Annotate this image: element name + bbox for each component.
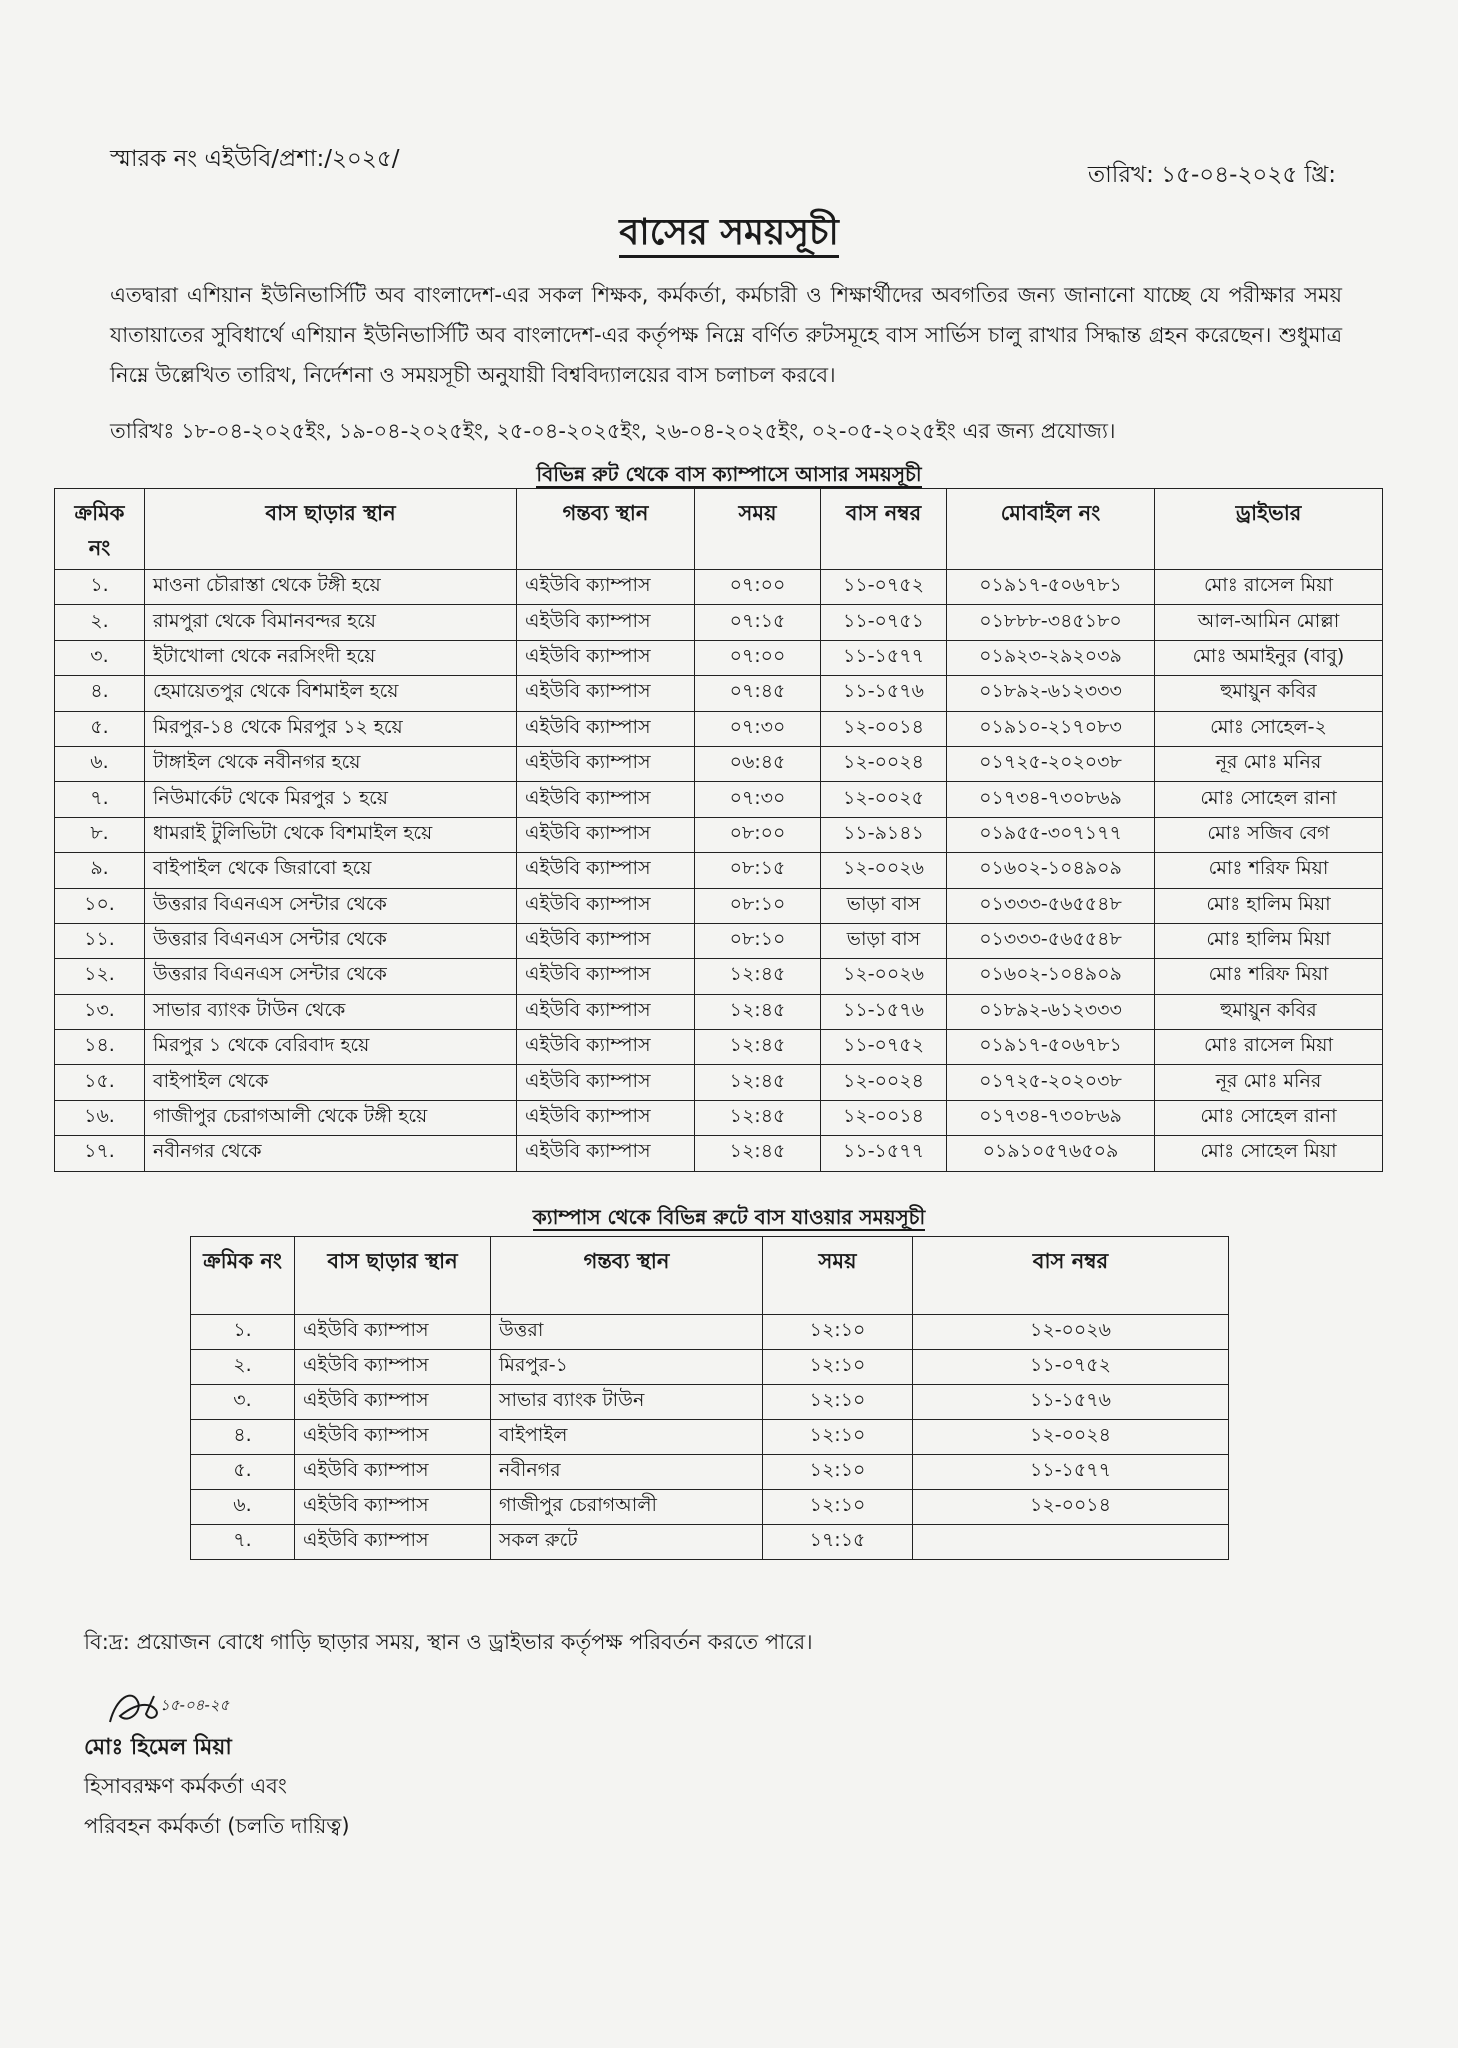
cell-time: ১২:৪৫ <box>695 1065 821 1100</box>
cell-driver: মোঃ সোহেল-২ <box>1155 711 1383 746</box>
from-campus-caption-text: ক্যাম্পাস থেকে বিভিন্ন রুটে বাস যাওয়ার সময়সূচী <box>532 1205 926 1229</box>
cell-serial: ৮. <box>55 817 145 852</box>
table-row <box>191 1455 1229 1490</box>
cell-destination: এইউবি ক্যাম্পাস <box>517 746 695 781</box>
cell-mobile: ০১৯২৩-২৯২০৩৯ <box>947 640 1155 675</box>
cell-bus-number: ১১-০৭৫২ <box>913 1350 1229 1385</box>
header-mobile: মোবাইল নং <box>947 489 1155 570</box>
cell-departure: নবীনগর থেকে <box>145 1136 517 1171</box>
cell-bus-number <box>913 1525 1229 1560</box>
cell-serial: ১৩. <box>55 994 145 1029</box>
cell-mobile: ০১৭৩৪-৭৩০৮৬৯ <box>947 782 1155 817</box>
cell-time: ১৭:১৫ <box>763 1525 913 1560</box>
table-row <box>55 888 1383 923</box>
cell-bus-number: ১২-০০১৪ <box>913 1490 1229 1525</box>
signatory-title-2: পরিবহন কর্মকর্তা (চলতি দায়িত্ব) <box>84 1814 350 1838</box>
cell-serial: ১৭. <box>55 1136 145 1171</box>
cell-serial: ১. <box>191 1315 295 1350</box>
cell-driver: হুমায়ুন কবির <box>1155 994 1383 1029</box>
table-row <box>55 1100 1383 1135</box>
cell-departure: উত্তরার বিএনএস সেন্টার থেকে <box>145 923 517 958</box>
table-header-row <box>191 1237 1229 1315</box>
cell-bus-number: ১২-০০২৫ <box>821 782 947 817</box>
from-campus-rows <box>191 1315 1229 1560</box>
cell-destination: এইউবি ক্যাম্পাস <box>517 923 695 958</box>
cell-bus-number: ১১-৯১৪১ <box>821 817 947 852</box>
cell-time: ০৭:৩০ <box>695 782 821 817</box>
cell-departure: মিরপুর ১ থেকে বেরিবাদ হয়ে <box>145 1030 517 1065</box>
cell-bus-number: ১২-০০২৬ <box>821 959 947 994</box>
cell-destination: বাইপাইল <box>491 1420 763 1455</box>
cell-departure: এইউবি ক্যাম্পাস <box>295 1350 491 1385</box>
cell-bus-number: ১২-০০১৪ <box>821 1100 947 1135</box>
cell-time: ০৭:৩০ <box>695 711 821 746</box>
cell-serial: ৭. <box>191 1525 295 1560</box>
cell-mobile: ০১৯১৭-৫০৬৭৮১ <box>947 1030 1155 1065</box>
cell-destination: এইউবি ক্যাম্পাস <box>517 853 695 888</box>
cell-bus-number: ১১-০৭৫২ <box>821 1030 947 1065</box>
cell-destination: উত্তরা <box>491 1315 763 1350</box>
cell-destination: মিরপুর-১ <box>491 1350 763 1385</box>
header-time: সময় <box>763 1237 913 1315</box>
cell-driver: মোঃ হালিম মিয়া <box>1155 888 1383 923</box>
table-row <box>55 711 1383 746</box>
cell-time: ০৮:১৫ <box>695 853 821 888</box>
cell-serial: ৭. <box>55 782 145 817</box>
cell-serial: ১১. <box>55 923 145 958</box>
cell-driver: মোঃ শরিফ মিয়া <box>1155 959 1383 994</box>
signature-date: ১৫-০৪-২৫ <box>160 1696 230 1714</box>
table-row <box>55 923 1383 958</box>
cell-driver: মোঃ সোহেল মিয়া <box>1155 1136 1383 1171</box>
cell-serial: ১. <box>55 570 145 605</box>
cell-time: ১২:১০ <box>763 1455 913 1490</box>
cell-bus-number: ১১-১৫৭৭ <box>821 640 947 675</box>
cell-departure: উত্তরার বিএনএস সেন্টার থেকে <box>145 959 517 994</box>
cell-driver: নূর মোঃ মনির <box>1155 746 1383 781</box>
cell-bus-number: ১১-১৫৭৬ <box>821 994 947 1029</box>
cell-destination: এইউবি ক্যাম্পাস <box>517 782 695 817</box>
cell-destination: এইউবি ক্যাম্পাস <box>517 605 695 640</box>
cell-destination: এইউবি ক্যাম্পাস <box>517 640 695 675</box>
cell-bus-number: ১১-১৫৭৭ <box>821 1136 947 1171</box>
cell-mobile: ০১৭২৫-২০২০৩৮ <box>947 746 1155 781</box>
cell-departure: ধামরাই টুলিভিটা থেকে বিশমাইল হয়ে <box>145 817 517 852</box>
table-row <box>55 782 1383 817</box>
applicable-dates: তারিখঃ ১৮-০৪-২০২৫ইং, ১৯-০৪-২০২৫ইং, ২৫-০৪-২০২৫ইং, ২৬-০৪-২০২৫ইং, ০২-০৫-২০২৫ইং এর জন্য প্রযোজ্য। <box>110 419 1116 443</box>
cell-time: ১২:৪৫ <box>695 994 821 1029</box>
cell-time: ০৭:৪৫ <box>695 676 821 711</box>
cell-departure: টাঙ্গাইল থেকে নবীনগর হয়ে <box>145 746 517 781</box>
cell-destination: এইউবি ক্যাম্পাস <box>517 817 695 852</box>
table-row <box>55 640 1383 675</box>
cell-mobile: ০১৮৮৮-৩৪৫১৮০ <box>947 605 1155 640</box>
cell-destination: এইউবি ক্যাম্পাস <box>517 711 695 746</box>
table-row <box>55 994 1383 1029</box>
cell-time: ১২:৪৫ <box>695 959 821 994</box>
cell-driver: মোঃ হালিম মিয়া <box>1155 923 1383 958</box>
cell-time: ০৮:১০ <box>695 923 821 958</box>
header-serial: ক্রমিক নং <box>55 489 145 570</box>
cell-mobile: ০১৯১০৫৭৬৫০৯ <box>947 1136 1155 1171</box>
from-campus-table <box>190 1236 1229 1560</box>
cell-driver: মোঃ শরিফ মিয়া <box>1155 853 1383 888</box>
header-departure: বাস ছাড়ার স্থান <box>295 1237 491 1315</box>
table-row <box>55 853 1383 888</box>
cell-departure: এইউবি ক্যাম্পাস <box>295 1385 491 1420</box>
cell-bus-number: ১১-১৫৭৬ <box>913 1385 1229 1420</box>
table-row <box>55 570 1383 605</box>
cell-destination: গাজীপুর চেরাগআলী <box>491 1490 763 1525</box>
cell-departure: এইউবি ক্যাম্পাস <box>295 1420 491 1455</box>
cell-time: ০৭:১৫ <box>695 605 821 640</box>
cell-departure: উত্তরার বিএনএস সেন্টার থেকে <box>145 888 517 923</box>
cell-driver: হুমায়ুন কবির <box>1155 676 1383 711</box>
cell-serial: ১২. <box>55 959 145 994</box>
cell-destination: এইউবি ক্যাম্পাস <box>517 1065 695 1100</box>
cell-departure: এইউবি ক্যাম্পাস <box>295 1525 491 1560</box>
cell-driver: মোঃ রাসেল মিয়া <box>1155 570 1383 605</box>
cell-destination: এইউবি ক্যাম্পাস <box>517 1100 695 1135</box>
cell-destination: সকল রুটে <box>491 1525 763 1560</box>
cell-bus-number: ১১-১৫৭৬ <box>821 676 947 711</box>
cell-mobile: ০১৩৩৩-৫৬৫৫৪৮ <box>947 923 1155 958</box>
header-bus-number: বাস নম্বর <box>821 489 947 570</box>
table-row <box>191 1315 1229 1350</box>
cell-destination: এইউবি ক্যাম্পাস <box>517 959 695 994</box>
cell-mobile: ০১৯১০-২১৭০৮৩ <box>947 711 1155 746</box>
header-time: সময় <box>695 489 821 570</box>
cell-time: ০৮:১০ <box>695 888 821 923</box>
table-header-row <box>55 489 1383 570</box>
cell-bus-number: ১১-০৭৫২ <box>821 570 947 605</box>
cell-serial: ৬. <box>55 746 145 781</box>
cell-time: ০৭:০০ <box>695 570 821 605</box>
cell-serial: ৫. <box>55 711 145 746</box>
handwritten-signature <box>98 1676 278 1736</box>
cell-driver: নূর মোঃ মনির <box>1155 1065 1383 1100</box>
memo-number: স্মারক নং এইউবি/প্রশা:/২০২৫/ <box>110 146 400 172</box>
cell-departure: এইউবি ক্যাম্পাস <box>295 1315 491 1350</box>
table-row <box>55 605 1383 640</box>
from-campus-caption <box>0 1203 1458 1236</box>
cell-serial: ৫. <box>191 1455 295 1490</box>
cell-serial: ১০. <box>55 888 145 923</box>
signatory-title-1: হিসাবরক্ষণ কর্মকর্তা এবং <box>84 1774 287 1798</box>
cell-serial: ৪. <box>55 676 145 711</box>
cell-departure: গাজীপুর চেরাগআলী থেকে টঙ্গী হয়ে <box>145 1100 517 1135</box>
title-text: বাসের সময়সূচী <box>619 212 839 258</box>
cell-driver: মোঃ অমাইনুর (বাবু) <box>1155 640 1383 675</box>
cell-driver: মোঃ সোহেল রানা <box>1155 1100 1383 1135</box>
cell-departure: রামপুরা থেকে বিমানবন্দর হয়ে <box>145 605 517 640</box>
cell-time: ১২:৪৫ <box>695 1100 821 1135</box>
cell-mobile: ০১৩৩৩-৫৬৫৫৪৮ <box>947 888 1155 923</box>
cell-bus-number: ভাড়া বাস <box>821 923 947 958</box>
cell-departure: মাওনা চৌরাস্তা থেকে টঙ্গী হয়ে <box>145 570 517 605</box>
cell-driver: মোঃ সোহেল রানা <box>1155 782 1383 817</box>
cell-serial: ৩. <box>191 1385 295 1420</box>
cell-serial: ৯. <box>55 853 145 888</box>
cell-destination: নবীনগর <box>491 1455 763 1490</box>
cell-destination: এইউবি ক্যাম্পাস <box>517 888 695 923</box>
cell-serial: ২. <box>55 605 145 640</box>
cell-mobile: ০১৭৩৪-৭৩০৮৬৯ <box>947 1100 1155 1135</box>
cell-serial: ১৫. <box>55 1065 145 1100</box>
cell-destination: সাভার ব্যাংক টাউন <box>491 1385 763 1420</box>
cell-mobile: ০১৬০২-১০৪৯০৯ <box>947 853 1155 888</box>
page-title <box>0 205 1458 265</box>
cell-time: ১২:১০ <box>763 1490 913 1525</box>
signatory-name: মোঃ হিমেল মিয়া <box>84 1735 232 1760</box>
cell-serial: ৬. <box>191 1490 295 1525</box>
cell-mobile: ০১৮৯২-৬১২৩৩৩ <box>947 994 1155 1029</box>
table-row <box>191 1490 1229 1525</box>
table-row <box>191 1525 1229 1560</box>
to-campus-caption-text: বিভিন্ন রুট থেকে বাস ক্যাম্পাসে আসার সময়সূচী <box>536 462 922 486</box>
cell-departure: বাইপাইল থেকে <box>145 1065 517 1100</box>
table-row <box>191 1420 1229 1455</box>
cell-departure: হেমায়েতপুর থেকে বিশমাইল হয়ে <box>145 676 517 711</box>
cell-bus-number: ১২-০০২৬ <box>913 1315 1229 1350</box>
table-row <box>55 1030 1383 1065</box>
table-row <box>191 1350 1229 1385</box>
cell-destination: এইউবি ক্যাম্পাস <box>517 1030 695 1065</box>
cell-time: ০৮:০০ <box>695 817 821 852</box>
cell-time: ১২:৪৫ <box>695 1136 821 1171</box>
cell-time: ১২:১০ <box>763 1385 913 1420</box>
cell-serial: ১৬. <box>55 1100 145 1135</box>
cell-bus-number: ১২-০০২৪ <box>821 746 947 781</box>
table-row <box>55 676 1383 711</box>
cell-mobile: ০১৯৫৫-৩০৭১৭৭ <box>947 817 1155 852</box>
cell-time: ১২:১০ <box>763 1315 913 1350</box>
cell-bus-number: ১১-১৫৭৭ <box>913 1455 1229 1490</box>
table-row <box>55 817 1383 852</box>
cell-mobile: ০১৯১৭-৫০৬৭৮১ <box>947 570 1155 605</box>
cell-bus-number: ১২-০০২৬ <box>821 853 947 888</box>
header-serial: ক্রমিক নং <box>191 1237 295 1315</box>
intro-paragraph: এতদ্বারা এশিয়ান ইউনিভার্সিটি অব বাংলাদেশ-এর সকল শিক্ষক, কর্মকর্তা, কর্মচারী ও শিক্ষার্থীদের অবগতির জন্য জানানো যাচ্ছে যে পরীক্ষার সময় যাতায়াতের সুবিধার্থে এশিয়ান ইউনিভার্সিটি অব বাংলাদেশ-এর কর্তৃপক্ষ নিম্নে বর্ণিত রুটসমূহে বাস সার্ভিস চালু রাখার সিদ্ধান্ত গ্রহন করেছেন। শুধুমাত্র নিম্নে উল্লেখিত তারিখ, নির্দেশনা ও সময়সূচী অনুযায়ী বিশ্ববিদ্যালয়ের বাস চলাচল করবে। <box>110 283 1342 387</box>
header-driver: ড্রাইভার <box>1155 489 1383 570</box>
to-campus-rows <box>55 570 1383 1172</box>
cell-destination: এইউবি ক্যাম্পাস <box>517 1136 695 1171</box>
cell-destination: এইউবি ক্যাম্পাস <box>517 570 695 605</box>
header-departure: বাস ছাড়ার স্থান <box>145 489 517 570</box>
cell-time: ০৬:৪৫ <box>695 746 821 781</box>
cell-departure: এইউবি ক্যাম্পাস <box>295 1455 491 1490</box>
table-row <box>55 1136 1383 1171</box>
cell-serial: ২. <box>191 1350 295 1385</box>
table-row <box>55 1065 1383 1100</box>
note-text: বি:দ্র: প্রয়োজন বোধে গাড়ি ছাড়ার সময়, স্থান ও ড্রাইভার কর্তৃপক্ষ পরিবর্তন করতে পারে। <box>84 1630 813 1654</box>
cell-departure: সাভার ব্যাংক টাউন থেকে <box>145 994 517 1029</box>
cell-destination: এইউবি ক্যাম্পাস <box>517 994 695 1029</box>
cell-mobile: ০১৭২৫-২০২০৩৮ <box>947 1065 1155 1100</box>
cell-departure: মিরপুর-১৪ থেকে মিরপুর ১২ হয়ে <box>145 711 517 746</box>
cell-bus-number: ১২-০০১৪ <box>821 711 947 746</box>
cell-driver: আল-আমিন মোল্লা <box>1155 605 1383 640</box>
header-bus-number: বাস নম্বর <box>913 1237 1229 1315</box>
table-row <box>55 746 1383 781</box>
cell-driver: মোঃ রাসেল মিয়া <box>1155 1030 1383 1065</box>
cell-bus-number: ভাড়া বাস <box>821 888 947 923</box>
cell-bus-number: ১১-০৭৫১ <box>821 605 947 640</box>
cell-departure: ইটাখোলা থেকে নরসিংদী হয়ে <box>145 640 517 675</box>
cell-driver: মোঃ সজিব বেগ <box>1155 817 1383 852</box>
cell-time: ০৭:০০ <box>695 640 821 675</box>
to-campus-table <box>54 488 1383 1172</box>
cell-bus-number: ১২-০০২৪ <box>821 1065 947 1100</box>
header-destination: গন্তব্য স্থান <box>517 489 695 570</box>
cell-departure: এইউবি ক্যাম্পাস <box>295 1490 491 1525</box>
cell-serial: ৩. <box>55 640 145 675</box>
cell-serial: ৪. <box>191 1420 295 1455</box>
cell-bus-number: ১২-০০২৪ <box>913 1420 1229 1455</box>
cell-departure: নিউমার্কেট থেকে মিরপুর ১ হয়ে <box>145 782 517 817</box>
table-row <box>191 1385 1229 1420</box>
cell-mobile: ০১৬০২-১০৪৯০৯ <box>947 959 1155 994</box>
cell-time: ১২:১০ <box>763 1420 913 1455</box>
cell-time: ১২:৪৫ <box>695 1030 821 1065</box>
cell-destination: এইউবি ক্যাম্পাস <box>517 676 695 711</box>
cell-time: ১২:১০ <box>763 1350 913 1385</box>
table-row <box>55 959 1383 994</box>
cell-departure: বাইপাইল থেকে জিরাবো হয়ে <box>145 853 517 888</box>
notice-date: তারিখ: ১৫-০৪-২০২৫ খ্রি: <box>1087 162 1336 188</box>
header-destination: গন্তব্য স্থান <box>491 1237 763 1315</box>
cell-mobile: ০১৮৯২-৬১২৩৩৩ <box>947 676 1155 711</box>
cell-serial: ১৪. <box>55 1030 145 1065</box>
